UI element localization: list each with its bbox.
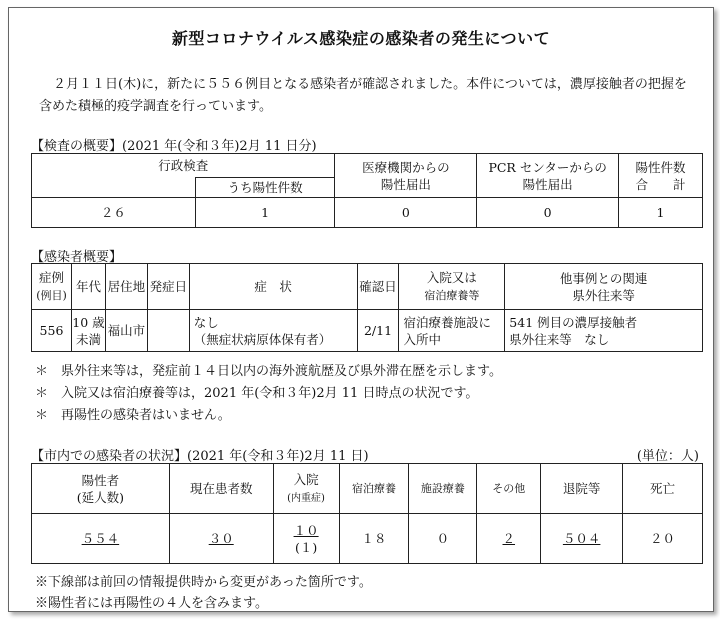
value-uchi: 1	[195, 198, 335, 228]
value-pcr: 0	[477, 198, 619, 228]
note-item: ＊ 県外往来等は，発症前１４日以内の海外渡航歴及び県外滞在歴を示します。	[35, 364, 502, 379]
header-facility: 施設療養	[409, 464, 477, 514]
header-relation: 他事例との関連 県外往来等	[505, 264, 703, 310]
note-item: ＊ 再陽性の感染者はいません。	[35, 408, 231, 423]
header-total: 陽性件数 合 計	[619, 154, 703, 198]
cases-heading: 【感染者概要】	[31, 250, 123, 265]
intro-paragraph: ２月１１日(木)に，新たに５５６例目となる感染者が確認されました。本件については，濃厚接触者の把握を含めた積極的疫学調査を行っています。	[39, 77, 687, 114]
value-residence: 福山市	[105, 310, 147, 352]
page-title: 新型コロナウイルス感染症の感染者の発生について	[171, 29, 551, 48]
value-other: ２	[502, 531, 516, 546]
footnote-item: ※陽性者には再陽性の４人を含みます。	[35, 596, 268, 611]
header-onset: 発症日	[147, 264, 189, 310]
header-iryo: 医療機関からの 陽性届出	[335, 154, 477, 198]
value-hospital: １０ (１)	[273, 514, 339, 564]
status-table	[31, 463, 703, 564]
header-deaths: 死亡	[623, 464, 703, 514]
value-facility: ０	[409, 514, 477, 564]
value-relation: 541 例目の濃厚接触者 県外往来等 なし	[505, 310, 703, 352]
header-admission: 入院又は 宿泊療養等	[399, 264, 505, 310]
value-iryo: 0	[335, 198, 477, 228]
header-pcr: PCR センターからの 陽性届出	[477, 154, 619, 198]
status-heading: 【市内での感染者の状況】(2021 年(令和３年)2月 11 日)	[31, 449, 369, 464]
header-hotel: 宿泊療養	[339, 464, 409, 514]
value-admission: 宿泊療養施設に 入所中	[399, 310, 505, 352]
header-symptoms: 症 状	[189, 264, 357, 310]
value-deaths: ２０	[623, 514, 703, 564]
value-confirmed: 2/11	[357, 310, 399, 352]
header-other: その他	[477, 464, 541, 514]
footnote-item: ※下線部は前回の情報提供時から変更があった箇所です。	[35, 575, 372, 590]
value-age: 10 歳 未満	[71, 310, 105, 352]
header-confirmed: 確認日	[357, 264, 399, 310]
value-total: 1	[619, 198, 703, 228]
note-item: ＊ 入院又は宿泊療養等は，2021 年(令和３年)2月 11 日時点の状況です。	[35, 386, 479, 401]
value-current: ３０	[208, 531, 234, 546]
cases-table	[31, 263, 703, 352]
header-current: 現在患者数	[169, 464, 273, 514]
header-residence: 居住地	[105, 264, 147, 310]
header-case-no: 症例 (例目)	[32, 264, 72, 310]
value-hotel: １８	[339, 514, 409, 564]
value-case-no: 556	[32, 310, 72, 352]
value-onset	[147, 310, 189, 352]
inspection-heading: 【検査の概要】(2021 年(令和３年)2月 11 日分)	[31, 139, 317, 154]
value-discharged: ５０４	[562, 531, 601, 546]
value-positive: ５５４	[81, 531, 120, 546]
header-gyosei: 行政検査	[32, 154, 335, 178]
header-discharged: 退院等	[541, 464, 623, 514]
header-age: 年代	[71, 264, 105, 310]
unit-label: (単位：人)	[636, 449, 699, 464]
value-symptoms: なし （無症状病原体保有者）	[189, 310, 357, 352]
header-positive: 陽性者 (延人数)	[32, 464, 170, 514]
inspection-table	[31, 153, 703, 228]
header-hospital: 入院 (内重症)	[273, 464, 339, 514]
header-uchi: うち陽性件数	[195, 178, 335, 198]
document-page	[8, 7, 714, 612]
value-gyosei: ２６	[32, 198, 196, 228]
